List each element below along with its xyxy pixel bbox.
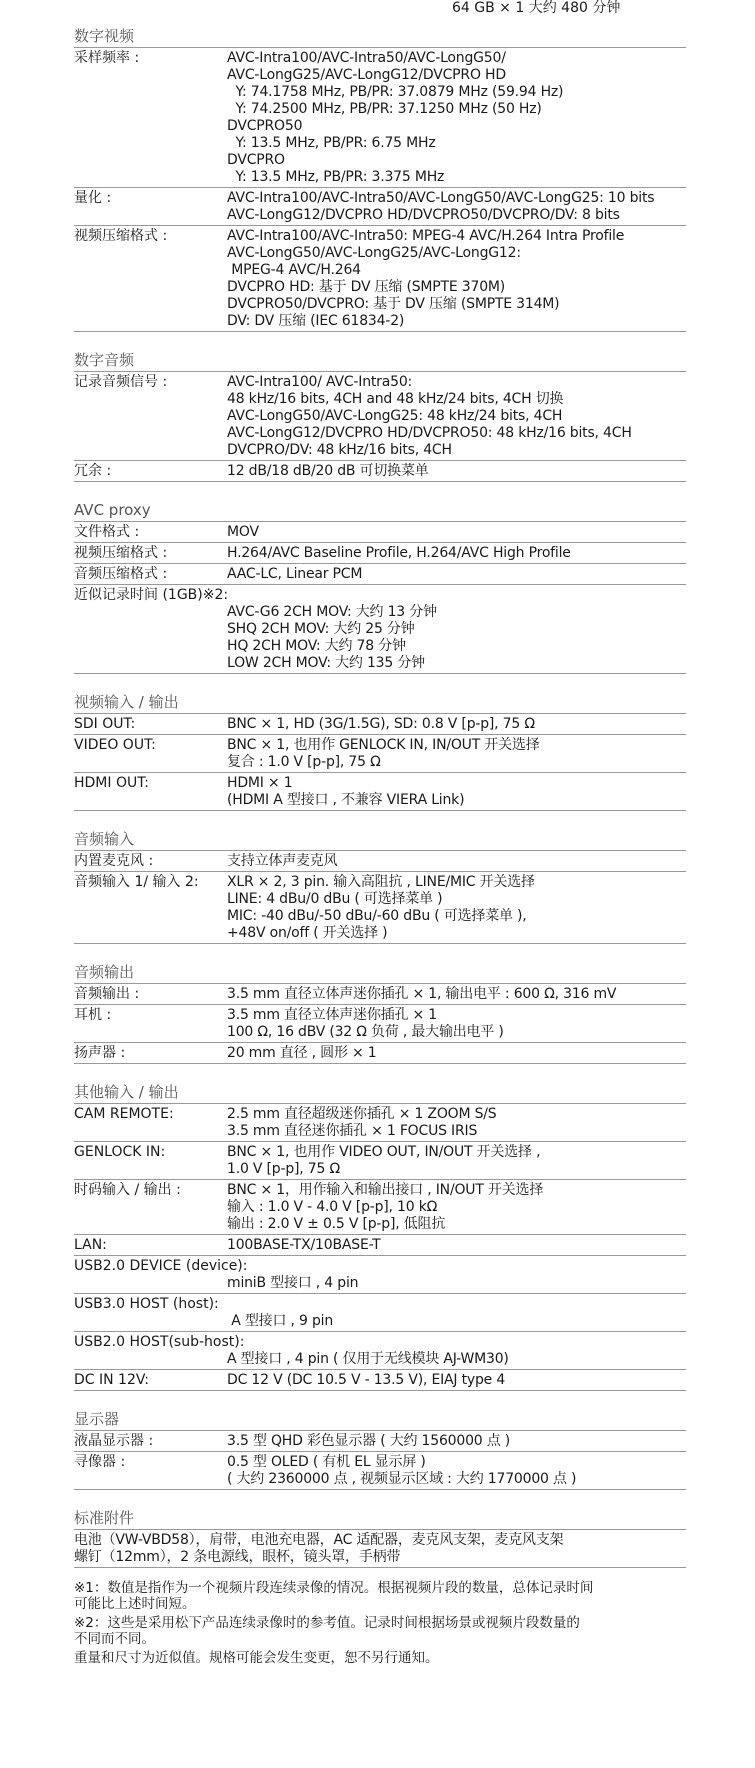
spec-label: GENLOCK IN:: [74, 1144, 166, 1160]
footnote: ※2：这些是采用松下产品连续录像时的参考值。记录时间根据场景或视频片段数量的 不同而不同。: [74, 1615, 580, 1647]
spec-label: 音频压缩格式 :: [74, 566, 168, 582]
spec-value: 12 dB/18 dB/20 dB 可切换菜单: [227, 463, 429, 479]
spec-value: AVC-Intra100/AVC-Intra50/AVC-LongG50/ AVC-LongG25/AVC-LongG12/DVCPRO HD Y: 74.1758 MHz, PB/PR: 37.0879 MHz (59.94 Hz) Y: 74.2500 MHz, PB/PR: 37.1250 MHz (50 Hz) DVCPRO50 Y: 13.5 MHz, PB/PR: 6.75 MHz DVCPRO Y: 13.5 MHz, PB/PR: 3.375 MHz: [227, 50, 564, 185]
spec-row: [74, 585, 686, 674]
spec-section: [74, 692, 686, 811]
spec-label: CAM REMOTE:: [74, 1106, 174, 1122]
spec-label: 内置麦克风 :: [74, 853, 154, 869]
spec-row: [74, 1332, 686, 1370]
spec-section: [74, 1508, 686, 1568]
spec-row: [74, 872, 686, 944]
spec-value: AVC-Intra100/AVC-Intra50/AVC-LongG50/AVC-LongG25: 10 bits AVC-LongG12/DVCPRO HD/DVCPRO50/DVCPRO/DV: 8 bits: [227, 190, 655, 223]
spec-section: [74, 1409, 686, 1490]
spec-value: AVC-Intra100/ AVC-Intra50: 48 kHz/16 bits, 4CH and 48 kHz/24 bits, 4CH 切换 AVC-LongG50/AVC-LongG25: 48 kHz/24 bits, 4CH AVC-LongG12/DVCPRO HD/DVCPRO50: 48 kHz/16 bits, 4CH DVCPRO/DV: 48 kHz/16 bits, 4CH: [227, 374, 632, 458]
spec-label: 液晶显示器 :: [74, 1433, 154, 1449]
spec-value: 3.5 mm 直径立体声迷你插孔 × 1 100 Ω, 16 dBV (32 Ω 负荷 , 最大输出电平 ): [227, 1007, 504, 1040]
storage-capacity-line: 64 GB × 1 大约 480 分钟: [452, 0, 621, 16]
spec-section: [74, 1082, 686, 1391]
spec-value: 3.5 型 QHD 彩色显示器 ( 大约 1560000 点 ): [227, 1433, 511, 1449]
spec-section: [74, 829, 686, 944]
spec-label: 冗余 :: [74, 463, 112, 479]
spec-row: [74, 1431, 686, 1452]
accessories-list: 电池（VW-VBD58），肩带，电池充电器，AC 适配器，麦克风支架，麦克风支架 螺钉（12mm），2 条电源线，眼杯，镜头罩，手柄带: [74, 1530, 686, 1568]
spec-value: H.264/AVC Baseline Profile, H.264/AVC High Profile: [227, 545, 571, 561]
spec-row: [74, 851, 686, 872]
spec-label: USB2.0 HOST(sub-host):: [74, 1334, 245, 1350]
spec-row: [74, 1256, 686, 1294]
spec-row: [74, 1235, 686, 1256]
section-title: 音频输出: [74, 962, 686, 984]
spec-value: AAC-LC, Linear PCM: [227, 566, 363, 582]
spec-value: A 型接口 , 9 pin: [227, 1313, 334, 1329]
spec-section: [74, 26, 686, 332]
spec-value: 20 mm 直径 , 圆形 × 1: [227, 1045, 377, 1061]
spec-label: SDI OUT:: [74, 716, 136, 732]
footnotes: [74, 1580, 686, 1666]
spec-value: AVC-G6 2CH MOV: 大约 13 分钟 SHQ 2CH MOV: 大约 25 分钟 HQ 2CH MOV: 大约 78 分钟 LOW 2CH MOV: 大约 135 分钟: [227, 604, 437, 671]
spec-label: DC IN 12V:: [74, 1372, 150, 1388]
spec-value: A 型接口 , 4 pin ( 仅用于无线模块 AJ-WM30): [227, 1351, 509, 1367]
spec-sheet: [74, 0, 686, 1669]
spec-row: [74, 1005, 686, 1043]
spec-row: [74, 188, 686, 226]
section-title: 数字视频: [74, 26, 686, 48]
spec-label: 寻像器 :: [74, 1454, 126, 1470]
spec-section: [74, 500, 686, 674]
spec-label: HDMI OUT:: [74, 775, 149, 791]
spec-label: 耳机 :: [74, 1007, 112, 1023]
section-title: AVC proxy: [74, 500, 686, 522]
section-title: 显示器: [74, 1409, 686, 1431]
spec-label: 视频压缩格式 :: [74, 228, 168, 244]
section-title: 音频输入: [74, 829, 686, 851]
spec-row: [74, 714, 686, 735]
spec-sections: [74, 26, 686, 1568]
spec-row: [74, 1452, 686, 1490]
spec-value: BNC × 1, 也用作 VIDEO OUT, IN/OUT 开关选择 , 1.0 V [p-p], 75 Ω: [227, 1144, 541, 1177]
section-title: 数字音频: [74, 350, 686, 372]
spec-value: AVC-Intra100/AVC-Intra50: MPEG-4 AVC/H.264 Intra Profile AVC-LongG50/AVC-LongG25/AVC-LongG12: MPEG-4 AVC/H.264 DVCPRO HD: 基于 DV 压缩 (SMPTE 370M) DVCPRO50/DVCPRO: 基于 DV 压缩 (SMPTE 314M) DV: DV 压缩 (IEC 61834-2): [227, 228, 625, 329]
spec-row: [74, 1370, 686, 1391]
spec-value: XLR × 2, 3 pin. 输入高阻抗 , LINE/MIC 开关选择 LINE: 4 dBu/0 dBu ( 可选择菜单 ) MIC: -40 dBu/-50 dBu/-60 dBu ( 可选择菜单 ), +48V on/off ( 开关选择 ): [227, 874, 535, 941]
spec-row: [74, 984, 686, 1005]
spec-value: 3.5 mm 直径立体声迷你插孔 × 1, 输出电平 : 600 Ω, 316 mV: [227, 986, 617, 1002]
spec-label: 视频压缩格式 :: [74, 545, 168, 561]
spec-value: MOV: [227, 524, 259, 540]
spec-label: 音频输出 :: [74, 986, 140, 1002]
spec-value: BNC × 1, HD (3G/1.5G), SD: 0.8 V [p-p], 75 Ω: [227, 716, 535, 732]
spec-value: 100BASE-TX/10BASE-T: [227, 1237, 381, 1253]
spec-label: 近似记录时间 (1GB)※2:: [74, 587, 229, 603]
spec-row: [74, 564, 686, 585]
spec-value: miniB 型接口 , 4 pin: [227, 1275, 359, 1291]
spec-row: [74, 543, 686, 564]
spec-section: [74, 962, 686, 1064]
spec-row: [74, 1142, 686, 1180]
spec-value: 0.5 型 OLED ( 有机 EL 显示屏 ) ( 大约 2360000 点 , 视频显示区域 : 大约 1770000 点 ): [227, 1454, 577, 1487]
spec-label: LAN:: [74, 1237, 107, 1253]
spec-label: 扬声器 :: [74, 1045, 126, 1061]
footnote: ※1：数值是指作为一个视频片段连续录像的情况。根据视频片段的数量，总体记录时间 可能比上述时间短。: [74, 1580, 594, 1612]
spec-value: BNC × 1，用作输入和输出接口 , IN/OUT 开关选择 输入 : 1.0 V - 4.0 V [p-p], 10 kΩ 输出 : 2.0 V ± 0.5 V [p-p], 低阻抗: [227, 1182, 544, 1232]
spec-value: BNC × 1, 也用作 GENLOCK IN, IN/OUT 开关选择 复合 : 1.0 V [p-p], 75 Ω: [227, 737, 540, 770]
section-title: 标准附件: [74, 1508, 686, 1530]
spec-label: 记录音频信号 :: [74, 374, 168, 390]
spec-label: USB2.0 DEVICE (device):: [74, 1258, 248, 1274]
spec-value: 2.5 mm 直径超级迷你插孔 × 1 ZOOM S/S 3.5 mm 直径迷你插孔 × 1 FOCUS IRIS: [227, 1106, 497, 1139]
spec-value: 支持立体声麦克风: [227, 853, 338, 869]
spec-label: 量化 :: [74, 190, 112, 206]
spec-value: DC 12 V (DC 10.5 V - 13.5 V), EIAJ type 4: [227, 1372, 506, 1388]
spec-row: [74, 1043, 686, 1064]
spec-label: VIDEO OUT:: [74, 737, 156, 753]
spec-label: 音频输入 1/ 输入 2:: [74, 874, 199, 890]
spec-row: [74, 372, 686, 461]
spec-row: [74, 1294, 686, 1332]
footnote: 重量和尺寸为近似值。规格可能会发生变更，恕不另行通知。: [74, 1650, 439, 1666]
spec-value: HDMI × 1 (HDMI A 型接口 , 不兼容 VIERA Link): [227, 775, 465, 808]
spec-label: 时码输入 / 输出 :: [74, 1182, 181, 1198]
spec-row: [74, 735, 686, 773]
section-title: 视频输入 / 输出: [74, 692, 686, 714]
spec-row: [74, 48, 686, 188]
section-title: 其他输入 / 输出: [74, 1082, 686, 1104]
spec-row: [74, 522, 686, 543]
spec-section: [74, 350, 686, 482]
spec-label: USB3.0 HOST (host):: [74, 1296, 219, 1312]
spec-label: 文件格式 :: [74, 524, 140, 540]
spec-row: [74, 1104, 686, 1142]
spec-row: [74, 461, 686, 482]
spec-row: [74, 1180, 686, 1235]
spec-row: [74, 773, 686, 811]
spec-label: 采样频率 :: [74, 50, 140, 66]
spec-row: [74, 226, 686, 332]
